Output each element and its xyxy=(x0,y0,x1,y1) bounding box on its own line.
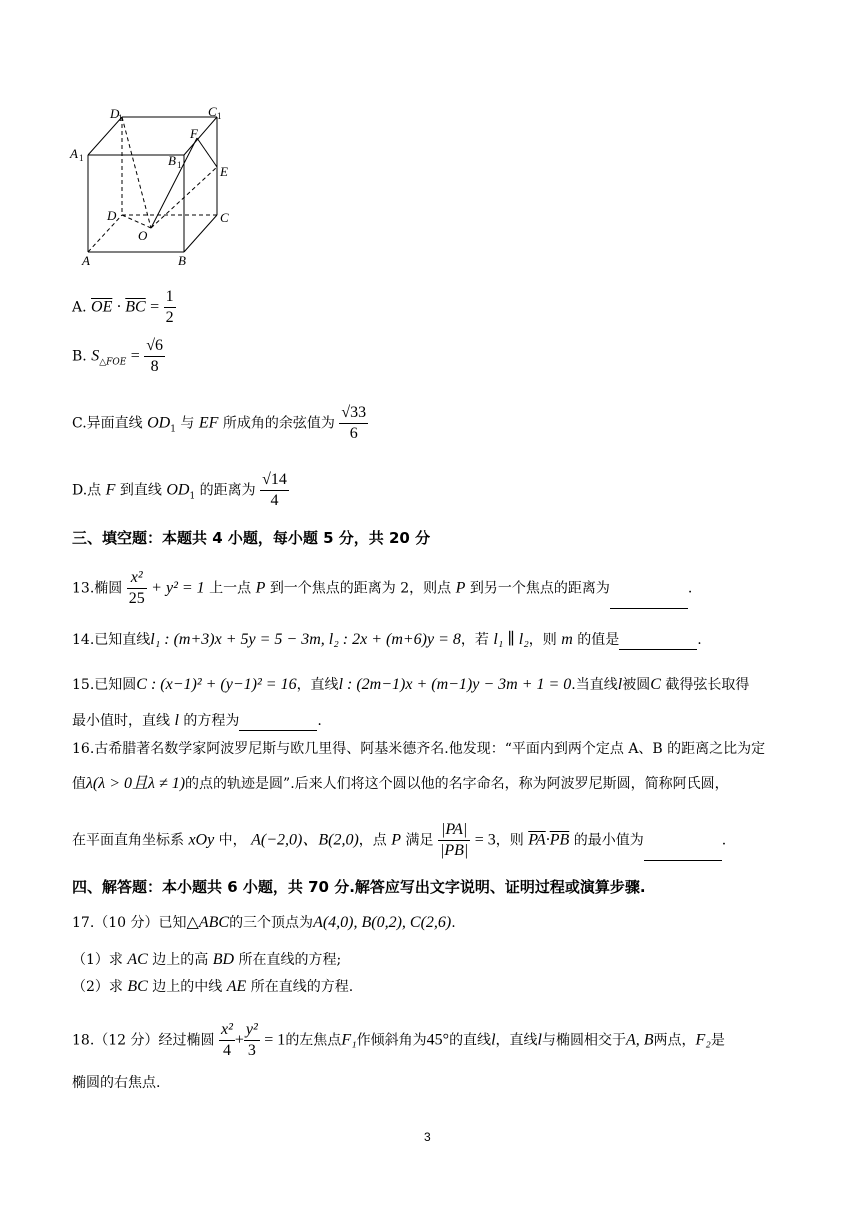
q18-text5: 与椭圆相交于 xyxy=(541,1032,626,1049)
fraction-d xyxy=(260,470,289,511)
option-c-prefix: C.异面直线 xyxy=(72,415,143,432)
q13-equation: + y² = 1 xyxy=(151,579,205,597)
option-d-end: 的距离为 xyxy=(199,482,256,499)
fraction-denominator: 6 xyxy=(349,425,358,442)
dot-op: · xyxy=(545,831,550,849)
q17-s1a: （1）求 xyxy=(72,952,123,968)
q17-prefix: 17.（10 分）已知 xyxy=(72,915,187,931)
q15-text4: 截得弦长取得 xyxy=(665,677,750,693)
q18-text3: 的直线 xyxy=(449,1032,492,1049)
edge-AD xyxy=(88,215,122,252)
q15-line2: 最小值时，直线 xyxy=(72,713,170,729)
label-E: E xyxy=(220,164,228,179)
variable-l: l xyxy=(491,1031,496,1049)
fraction-denominator: 3 xyxy=(247,1042,256,1059)
fraction-numerator: x² xyxy=(219,1020,235,1041)
fraction-b xyxy=(144,336,165,377)
angle-45: 45° xyxy=(426,1031,450,1049)
fraction-numerator: x² xyxy=(127,568,147,589)
q16-line3e: ，则 xyxy=(495,832,524,849)
q18-prefix: 18.（12 分）经过椭圆 xyxy=(72,1032,215,1049)
label-B: B xyxy=(178,253,186,268)
q17-s2e: 所在直线的方程. xyxy=(250,979,354,995)
q17-s2a: （2）求 xyxy=(72,979,123,995)
fraction-denominator: 25 xyxy=(128,590,145,607)
variable-l: l xyxy=(174,712,179,729)
q18-text2: 作倾斜角为 xyxy=(356,1032,427,1049)
q17-s2c: 边上的中线 xyxy=(152,979,223,995)
q14-text2: ，则 xyxy=(528,632,557,648)
q13-text3: 到另一个焦点的距离为 xyxy=(469,580,610,597)
option-c-mid: 与 xyxy=(180,415,195,432)
focus-f1: F₁ xyxy=(341,1031,357,1049)
option-c-end: 所成角的余弦值为 xyxy=(222,415,335,432)
variable-c: C xyxy=(650,676,661,693)
q13-prefix: 13.椭圆 xyxy=(72,580,123,597)
edge-BC xyxy=(184,215,217,252)
segment-bd: BD xyxy=(212,951,235,968)
sub-A1: 1 xyxy=(79,153,84,163)
variable-l: l xyxy=(617,676,623,693)
cube-figure xyxy=(60,100,240,270)
q16-line2b: 的点的轨迹是圆”.后来人们将这个圆以他的名字命名，称为阿波罗尼斯圆，简称阿氏圆， xyxy=(185,776,729,792)
question-16-line2 xyxy=(72,774,729,794)
answer-blank xyxy=(239,716,317,731)
label-A: A xyxy=(82,253,90,268)
q17-text: 的三个顶点为 xyxy=(229,915,314,931)
q13-fraction xyxy=(127,568,147,609)
section-3-title: 三、填空题：本题共 4 小题，每小题 5 分，共 20 分 xyxy=(72,529,431,547)
vector-bc: $\overline{BC}$ xyxy=(125,298,146,316)
option-c: C.异面直线 $OD_1$ 与 EF 所成角的余弦值为 $\frac{√33}{6}$ xyxy=(72,404,367,442)
line-od: OD xyxy=(166,481,190,499)
point-p: P xyxy=(255,579,266,597)
q18-fraction-y xyxy=(244,1020,260,1061)
area-s: S xyxy=(91,347,100,365)
sub-D1: 1 xyxy=(118,113,123,123)
q17-s1e: 所在直线的方程; xyxy=(238,952,342,968)
sub-C1: 1 xyxy=(217,111,222,121)
q15-text2: .当直线 xyxy=(571,677,618,693)
q13-end: . xyxy=(687,580,693,597)
vector-pa: $\overline{PA}$ xyxy=(528,831,546,849)
answer-blank xyxy=(619,635,697,650)
fraction-numerator: 1 xyxy=(164,287,176,308)
option-a xyxy=(72,287,176,328)
label-F: F xyxy=(190,126,198,141)
equals: = xyxy=(130,347,140,365)
q16-eq: = 3 xyxy=(474,831,496,849)
question-16-line3 xyxy=(72,820,726,861)
q14-text3: 的值是 xyxy=(577,632,620,648)
fraction-numerator: y² xyxy=(244,1020,260,1041)
q18-eq: = 1 xyxy=(264,1031,286,1049)
option-a-prefix: A. xyxy=(72,299,87,316)
q18-text6: 两点， xyxy=(653,1032,696,1049)
fraction-numerator: √14 xyxy=(260,470,289,491)
q16-lambda: λ(λ > 0且λ ≠ 1) xyxy=(86,775,186,792)
label-B1: B xyxy=(168,153,176,168)
label-D1: D xyxy=(110,106,120,121)
question-13 xyxy=(72,568,692,609)
fraction-denominator: |PB| xyxy=(439,842,469,859)
q17-s1c: 边上的高 xyxy=(152,952,209,968)
q15-prefix: 15.已知圆 xyxy=(72,677,137,693)
q18-text7: 是 xyxy=(710,1032,725,1049)
option-b xyxy=(72,336,165,377)
label-D: D xyxy=(107,208,117,223)
q15-text3: 被圆 xyxy=(622,677,651,693)
segment-ae: AE xyxy=(226,978,247,995)
q16-line3b: 中， xyxy=(218,832,247,849)
q14-equation: l₁ : (m+3)x + 5y = 5 − 3m, l₂ : 2x + (m+6)y = 8 xyxy=(150,631,461,648)
line-ef: EF xyxy=(198,414,219,432)
variable-m: m xyxy=(561,631,573,648)
q15-circle-eq: C : (x−1)² + (y−1)² = 16 xyxy=(136,676,297,693)
segment-FE xyxy=(197,138,217,167)
q16-fraction xyxy=(438,820,470,861)
q14-text: ，若 xyxy=(460,632,489,648)
edge-B1C1 xyxy=(184,117,217,155)
q17-end: . xyxy=(451,915,456,931)
point-p: P xyxy=(455,579,466,597)
q14-parallel: l₁ ∥ l₂ xyxy=(493,631,529,648)
sub-B1: 1 xyxy=(177,160,182,170)
q16-line3f: 的最小值为 xyxy=(573,832,644,849)
question-17 xyxy=(72,913,456,933)
segment-OD1 xyxy=(122,117,151,228)
fraction-denominator: 8 xyxy=(150,358,159,375)
equals: = xyxy=(150,298,160,316)
fraction-numerator: |PA| xyxy=(438,820,470,841)
q16-line3c: ，点 xyxy=(358,832,387,849)
segment-ac: AC xyxy=(127,951,148,968)
q16-line3d: 满足 xyxy=(405,832,434,849)
q16-line2a: 值 xyxy=(72,776,86,792)
dot-op: · xyxy=(116,298,121,316)
question-16-line1: 16.古希腊著名数学家阿波罗尼斯与欧几里得、阿基米德齐名.他发现：“平面内到两个定点 A、B 的距离之比为定 xyxy=(72,741,766,757)
question-14 xyxy=(72,630,702,650)
question-18-line2: 椭圆的右焦点. xyxy=(72,1075,161,1091)
question-15-line2 xyxy=(72,711,322,731)
q18-text4: ，直线 xyxy=(495,1032,538,1049)
q15-text: ，直线 xyxy=(296,677,339,693)
line-od: OD xyxy=(147,414,171,432)
label-C: C xyxy=(220,210,229,225)
option-b-prefix: B. xyxy=(72,348,87,365)
label-C1: C xyxy=(208,104,217,119)
edge-A1D1 xyxy=(88,117,122,155)
label-O: O xyxy=(138,228,148,243)
q16-points: A(−2,0)、B(2,0) xyxy=(251,831,359,849)
question-15-line1 xyxy=(72,675,749,695)
segment-DO xyxy=(122,215,151,228)
question-17-part2 xyxy=(72,977,353,997)
page-number: 3 xyxy=(424,1130,431,1144)
fraction-c xyxy=(339,403,368,444)
focus-f2: F₂ xyxy=(695,1031,711,1049)
q13-text: 上一点 xyxy=(209,580,252,597)
point-f: F xyxy=(105,481,116,499)
fraction-a xyxy=(164,287,176,328)
option-d: D.点 F 到直线 $OD_1$ 的距离为 $\frac{√14}{4}$ xyxy=(72,471,287,509)
label-A1: A xyxy=(70,146,78,161)
answer-blank xyxy=(610,594,688,609)
fraction-numerator: √33 xyxy=(339,403,368,424)
vector-pb: $\overline{PB}$ xyxy=(549,831,570,849)
question-18 xyxy=(72,1020,725,1061)
variable-l: l xyxy=(537,1031,542,1049)
point-p: P xyxy=(391,831,402,849)
q17-triangle: △ABC xyxy=(186,914,230,931)
q15-line2b: 的方程为 xyxy=(183,713,240,729)
answer-blank xyxy=(644,846,722,861)
q18-fraction-x xyxy=(219,1020,235,1061)
q16-end: . xyxy=(721,832,727,849)
segment-bc: BC xyxy=(127,978,148,995)
q17-points: A(4,0), B(0,2), C(2,6) xyxy=(313,914,452,931)
q13-text2: 到一个焦点的距离为 2，则点 xyxy=(269,580,452,597)
fraction-numerator: √6 xyxy=(144,336,165,357)
section-4-title: 四、解答题：本小题共 6 小题，共 70 分.解答应写出文字说明、证明过程或演算步骤. xyxy=(72,878,646,896)
option-d-prefix: D.点 xyxy=(72,482,102,499)
option-d-mid: 到直线 xyxy=(119,482,162,499)
q15-end: . xyxy=(317,713,322,729)
plus-op: + xyxy=(234,1031,244,1049)
vector-oe: $\overline{OE}$ xyxy=(91,298,113,316)
fraction-denominator: 2 xyxy=(165,309,174,326)
q14-prefix: 14.已知直线 xyxy=(72,632,151,648)
area-subscript: △FOE xyxy=(99,357,127,368)
points-ab: A, B xyxy=(625,1031,654,1049)
q16-xoy: xOy xyxy=(188,831,215,849)
fraction-denominator: 4 xyxy=(222,1042,231,1059)
q18-text: 的左焦点 xyxy=(285,1032,342,1049)
q16-line3a: 在平面直角坐标系 xyxy=(72,832,184,849)
q14-end: . xyxy=(697,632,702,648)
fraction-denominator: 4 xyxy=(270,492,279,509)
q15-line-eq: l : (2m−1)x + (m−1)y − 3m + 1 = 0 xyxy=(338,676,572,693)
question-17-part1 xyxy=(72,950,341,970)
